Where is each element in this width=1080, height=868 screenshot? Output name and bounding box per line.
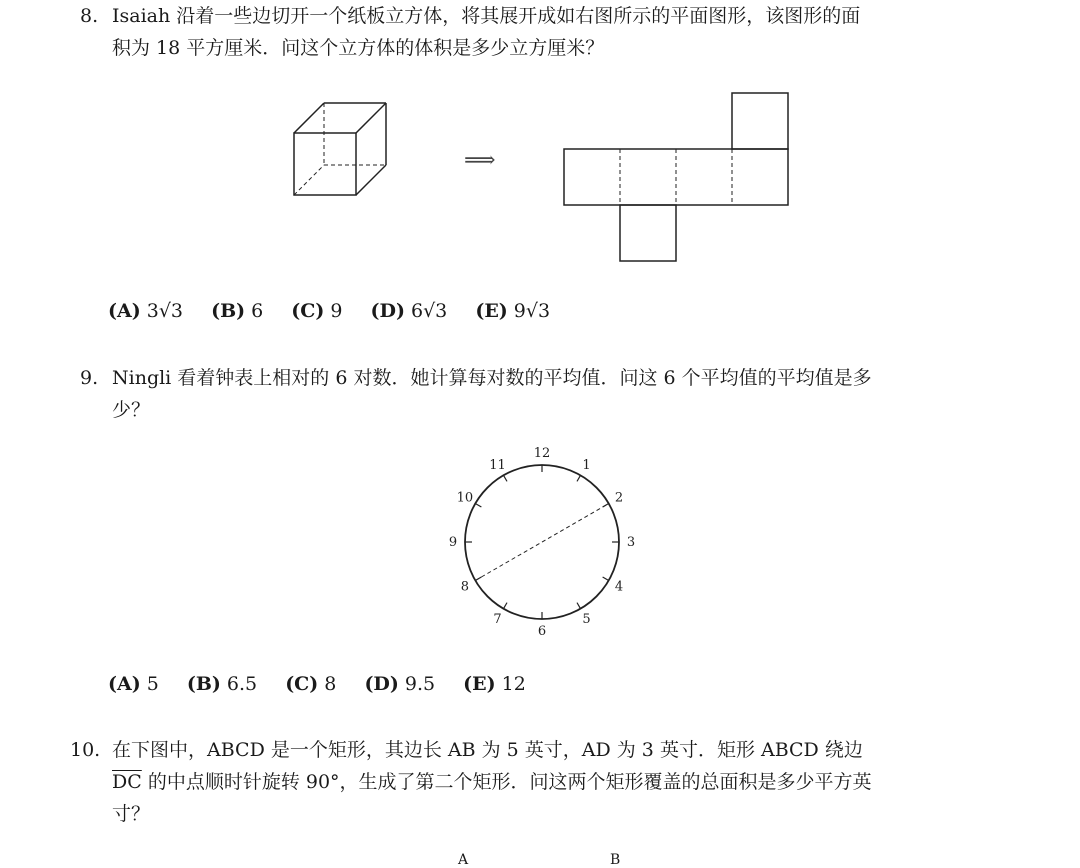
question-10-text xyxy=(112,734,872,830)
question-8-text xyxy=(112,0,860,64)
clock-number: 12 xyxy=(533,446,551,461)
clock-tick xyxy=(504,475,508,481)
choice-value: 6 xyxy=(251,300,264,322)
choice-d[interactable] xyxy=(364,673,435,695)
clock-figure xyxy=(442,440,642,640)
choice-e[interactable] xyxy=(475,300,550,322)
clock-tick xyxy=(577,475,581,481)
choice-label: (B) xyxy=(186,673,221,695)
choice-label: (D) xyxy=(370,300,405,322)
choice-value: 9.5 xyxy=(404,673,436,695)
clock-number: 4 xyxy=(614,579,624,595)
choice-a[interactable] xyxy=(108,673,159,695)
choice-label: (A) xyxy=(108,673,141,695)
question-10-number: 10. xyxy=(70,739,101,761)
choice-value: 6√3 xyxy=(410,300,448,322)
clock-tick xyxy=(475,504,481,508)
question-9-text xyxy=(112,362,872,426)
choice-label: (C) xyxy=(285,673,319,695)
question-10-line-3: 寸？ xyxy=(112,803,151,825)
clock-number: 9 xyxy=(448,535,458,550)
choice-value: 6.5 xyxy=(226,673,258,695)
choice-value: 5 xyxy=(146,673,159,695)
clock-tick xyxy=(577,603,581,609)
clock-number: 10 xyxy=(456,490,474,506)
question-8-line-1: Isaiah 沿着一些边切开一个纸板立方体，将其展开成如右图所示的平面图形，该图形的面 xyxy=(112,5,861,27)
choice-value: 8 xyxy=(324,673,337,695)
choice-c[interactable] xyxy=(285,673,336,695)
choice-label: (C) xyxy=(291,300,325,322)
clock-number: 8 xyxy=(460,579,470,595)
clock-number: 11 xyxy=(489,457,506,473)
choice-b[interactable] xyxy=(211,300,263,322)
choice-d[interactable] xyxy=(371,300,448,322)
choice-e[interactable] xyxy=(463,673,526,695)
choice-c[interactable] xyxy=(291,300,342,322)
choice-value: 9√3 xyxy=(513,300,551,322)
choice-label: (A) xyxy=(108,300,141,322)
cube-figure xyxy=(290,100,390,200)
clock-tick xyxy=(603,577,609,581)
question-9-choices xyxy=(108,673,548,695)
question-9-number: 9. xyxy=(80,367,99,389)
choice-label: (D) xyxy=(364,673,399,695)
choice-a[interactable] xyxy=(108,300,183,322)
arrow-symbol: ⟹ xyxy=(464,148,496,173)
choice-b[interactable] xyxy=(187,673,257,695)
label-a: A xyxy=(458,852,469,868)
choice-value: 3√3 xyxy=(146,300,184,322)
question-10-line-1: 在下图中，ABCD 是一个矩形，其边长 AB 为 5 英寸，AD 为 3 英寸．矩形 ABCD 绕边 xyxy=(112,739,863,761)
clock-number: 2 xyxy=(614,490,624,506)
cube-net-figure xyxy=(560,90,792,265)
clock-number: 1 xyxy=(582,457,591,473)
clock-number: 7 xyxy=(493,612,502,628)
choice-value: 9 xyxy=(330,300,343,322)
question-8-choices xyxy=(108,300,572,322)
question-9-line-1: Ningli 看着钟表上相对的 6 对数．她计算每对数的平均值．问这 6 个平均值的平均值是多 xyxy=(112,367,872,389)
question-8-number: 8. xyxy=(80,5,99,27)
question-10-line-2-rest: 的中点顺时针旋转 90°，生成了第二个矩形．问这两个矩形覆盖的总面积是多少平方英 xyxy=(141,771,872,793)
choice-label: (E) xyxy=(475,300,508,322)
question-8-line-2: 积为 18 平方厘米．问这个立方体的体积是多少立方厘米？ xyxy=(112,37,605,59)
choice-label: (B) xyxy=(211,300,246,322)
clock-tick xyxy=(504,603,508,609)
question-9-line-2: 少？ xyxy=(112,399,151,421)
choice-label: (E) xyxy=(463,673,496,695)
clock-number: 6 xyxy=(537,624,547,639)
question-10-line-2 xyxy=(112,766,872,798)
choice-value: 12 xyxy=(501,673,526,695)
clock-numbers xyxy=(449,446,635,639)
clock-number: 3 xyxy=(626,535,636,550)
label-b: B xyxy=(610,852,621,868)
dashed-chord xyxy=(475,504,608,581)
clock-number: 5 xyxy=(582,612,591,628)
segment-dc: $\overline{DC}$ xyxy=(112,771,142,793)
